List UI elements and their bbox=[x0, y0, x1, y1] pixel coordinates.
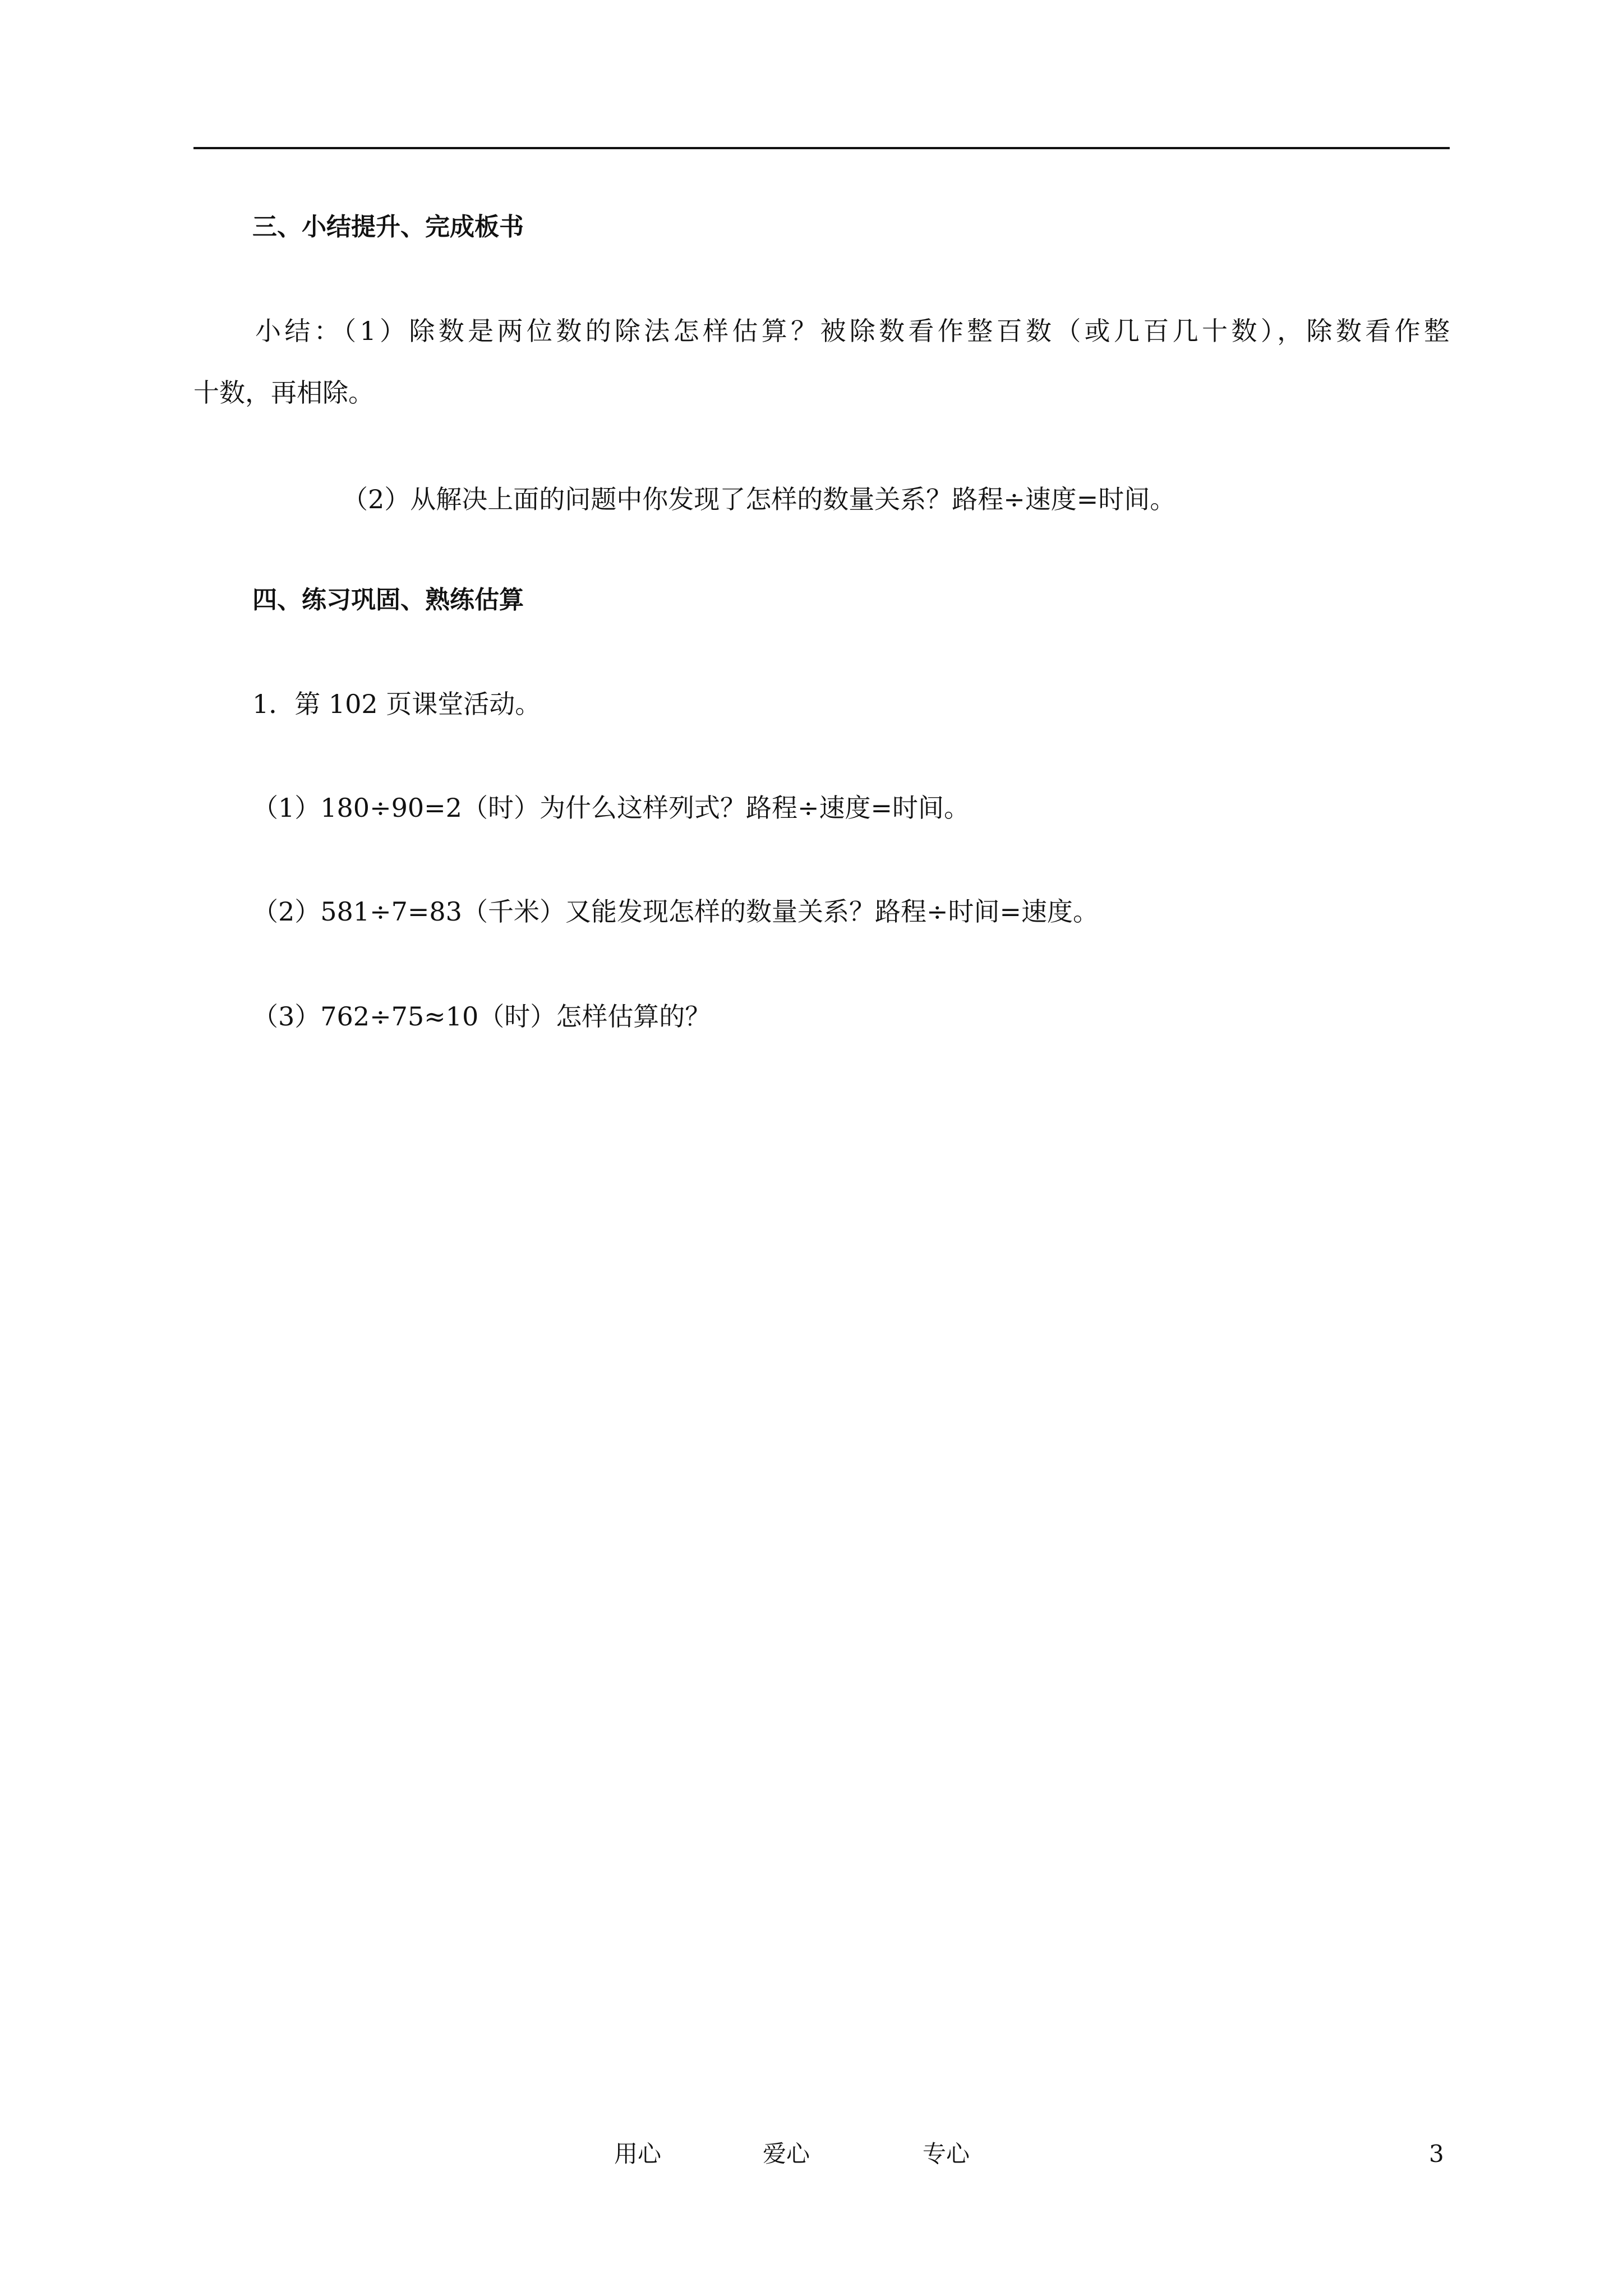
section4-heading: 四、练习巩固、熟练估算 bbox=[252, 586, 524, 614]
summary-line-1: 小结：（1）除数是两位数的除法怎样估算？被除数看作整百数（或几百几十数），除数看作整 bbox=[255, 316, 1450, 346]
summary-item-2: （2）从解决上面的问题中你发现了怎样的数量关系？路程÷速度=时间。 bbox=[342, 484, 1176, 514]
header-rule bbox=[193, 147, 1450, 149]
summary-line-2: 十数，再相除。 bbox=[193, 378, 374, 408]
footer-motto-2: 爱心 bbox=[763, 2140, 810, 2168]
exercise-sub-3: （3）762÷75≈10（时）怎样估算的？ bbox=[252, 1001, 711, 1032]
exercise-sub-1: （1）180÷90=2（时）为什么这样列式？路程÷速度=时间。 bbox=[252, 793, 970, 823]
footer-motto-1: 用心 bbox=[614, 2140, 662, 2168]
exercise-sub-2: （2）581÷7=83（千米）又能发现怎样的数量关系？路程÷时间=速度。 bbox=[252, 896, 1099, 927]
page-number: 3 bbox=[1429, 2140, 1444, 2168]
footer-motto-3: 专心 bbox=[923, 2140, 970, 2168]
exercise-item-1: 1．第 102 页课堂活动。 bbox=[252, 689, 541, 719]
section3-heading: 三、小结提升、完成板书 bbox=[252, 213, 524, 241]
summary-paragraph bbox=[193, 314, 1450, 409]
